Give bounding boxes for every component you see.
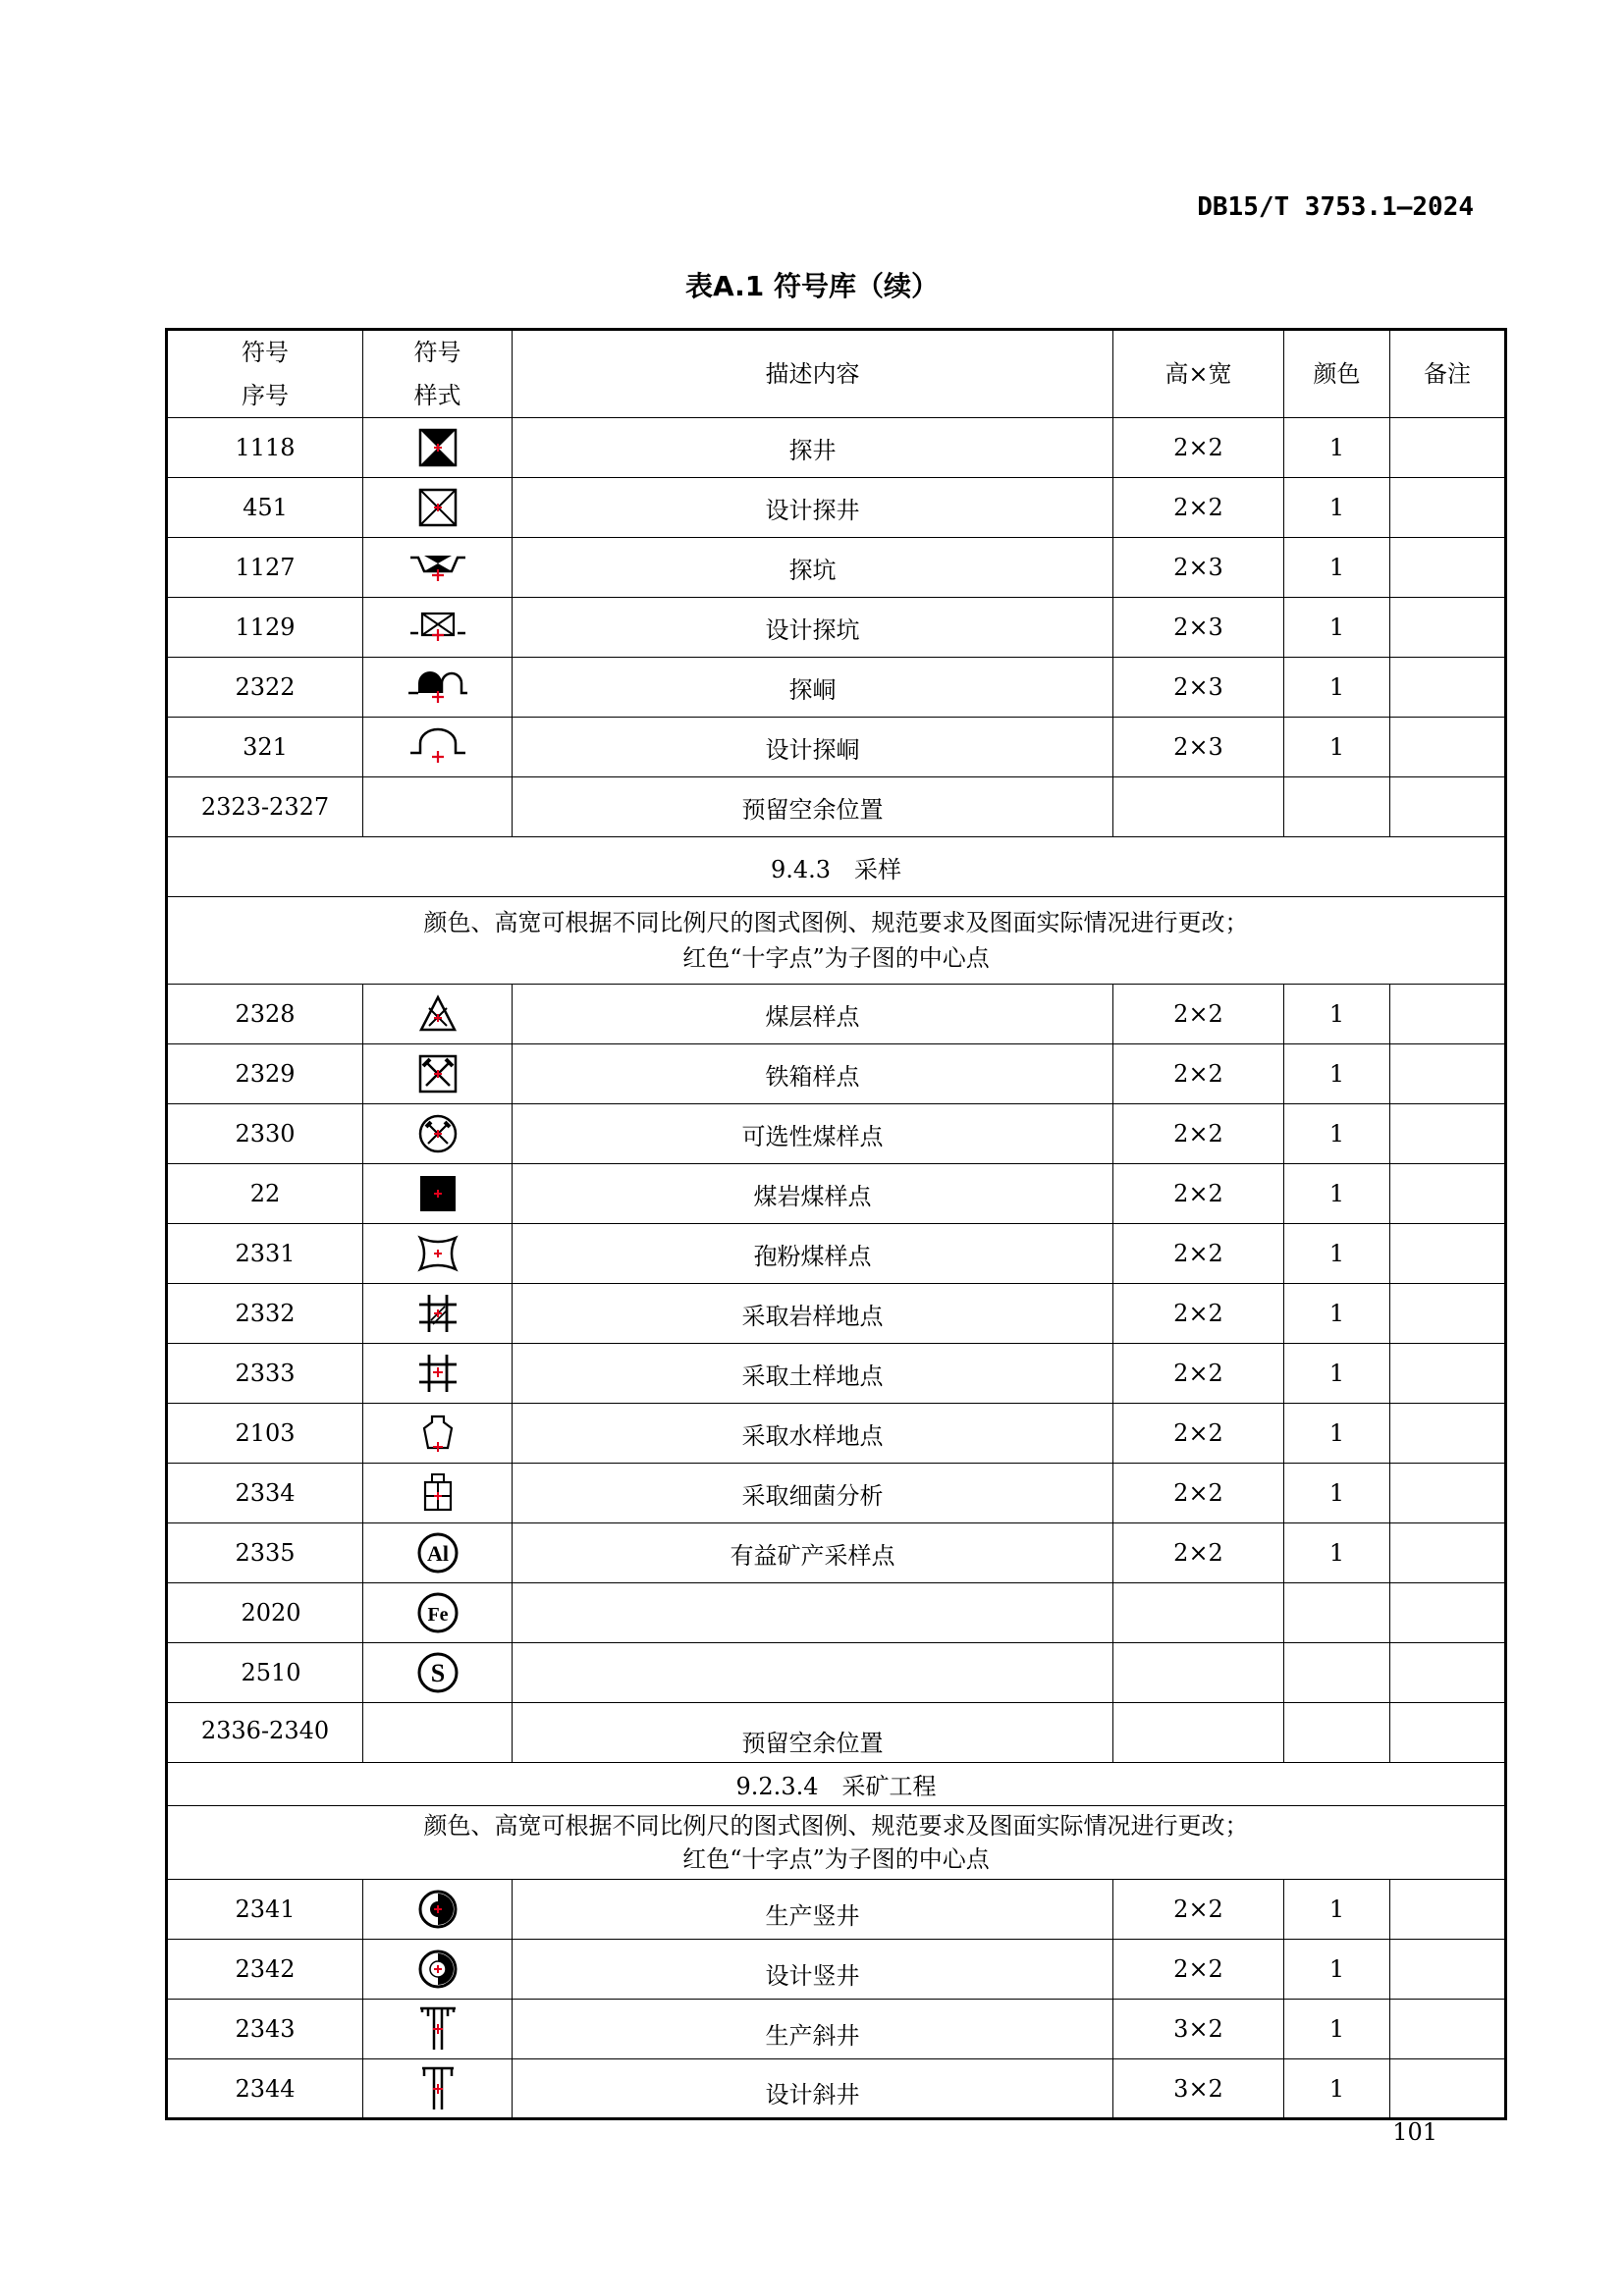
col-header-note: 备注 [1390, 330, 1506, 418]
exploration-pit-icon [408, 548, 467, 587]
table-row: 2342 设计竖井 2×2 1 [167, 1940, 1506, 2000]
al-mineral-sample-icon [416, 1531, 460, 1575]
section-title-row [167, 1763, 1506, 1806]
table-title: 表A.1 符号库（续） [684, 270, 940, 302]
col-header-style: 符号 样式 [363, 330, 513, 418]
col-header-size: 高×宽 [1113, 330, 1284, 418]
section-title: 9.4.3 采样 [167, 837, 1506, 897]
table-row: 321 设计探峒 2×3 1 [167, 718, 1506, 777]
section-note-row [167, 1806, 1506, 1880]
spore-pollen-coal-sample-icon [416, 1234, 460, 1273]
exploration-adit-icon [406, 667, 469, 707]
table-row: 2322 探峒 2×3 1 [167, 658, 1506, 718]
section-title: 9.2.3.4 采矿工程 [167, 1763, 1506, 1806]
table-row: 451 设计探井 2×2 1 [167, 478, 1506, 538]
fe-mineral-sample-icon [416, 1591, 460, 1634]
table-row: 2332 采取岩样地点 2×2 1 [167, 1284, 1506, 1344]
designed-incline-icon [418, 2064, 458, 2113]
designed-exploration-pit-icon [408, 608, 467, 647]
designed-shaft-icon [417, 1949, 459, 1990]
section-note-row [167, 897, 1506, 985]
table-row: 2336-2340 预留空余位置 [167, 1703, 1506, 1763]
section-note: 颜色、高宽可根据不同比例尺的图式图例、规范要求及图面实际情况进行更改； 红色“十字点”为子图的中心点 [167, 1806, 1506, 1880]
table-row: 1127 探坑 2×3 1 [167, 538, 1506, 598]
water-sampling-site-icon [418, 1413, 458, 1454]
table-row: 2331 孢粉煤样点 2×2 1 [167, 1224, 1506, 1284]
section-note: 颜色、高宽可根据不同比例尺的图式图例、规范要求及图面实际情况进行更改； 红色“十字点”为子图的中心点 [167, 897, 1506, 985]
svg-text:Al: Al [426, 1541, 449, 1566]
iron-box-sample-icon [418, 1054, 458, 1094]
symbol-table [165, 328, 1507, 2120]
coal-rock-sample-icon [418, 1174, 458, 1213]
table-row: 2329 铁箱样点 2×2 1 [167, 1044, 1506, 1104]
table-row: 2328 煤层样点 2×2 1 [167, 985, 1506, 1044]
table-row: 2323-2327 预留空余位置 [167, 777, 1506, 837]
page-number: 101 [1392, 2118, 1437, 2146]
bacteria-analysis-icon [420, 1472, 456, 1514]
table-row: 2020 Fe [167, 1583, 1506, 1643]
col-header-color: 颜色 [1284, 330, 1390, 418]
designed-exploration-well-icon [418, 488, 458, 527]
table-row: 2335 Al 有益矿产采样点 2×2 1 [167, 1523, 1506, 1583]
table-header-row [167, 330, 1506, 418]
table-row: 2510 S [167, 1643, 1506, 1703]
section-title-row [167, 837, 1506, 897]
table-row: 2344 设计斜井 3×2 1 [167, 2059, 1506, 2119]
col-header-index: 符号 序号 [167, 330, 363, 418]
table-row: 22 煤岩煤样点 2×2 1 [167, 1164, 1506, 1224]
exploration-well-icon [418, 428, 458, 467]
s-mineral-sample-icon [416, 1651, 460, 1694]
table-row: 2333 采取土样地点 2×2 1 [167, 1344, 1506, 1404]
svg-text:Fe: Fe [426, 1604, 449, 1626]
document-code: DB15/T 3753.1—2024 [1197, 192, 1474, 222]
designed-exploration-adit-icon [406, 727, 469, 767]
table-row: 1118 探井 2×2 1 [167, 418, 1506, 478]
production-incline-icon [418, 2004, 458, 2054]
production-shaft-icon [417, 1889, 459, 1930]
table-row: 2334 采取细菌分析 2×2 1 [167, 1464, 1506, 1523]
coal-seam-sample-icon [418, 994, 458, 1034]
soil-sampling-site-icon [417, 1353, 459, 1394]
svg-text:S: S [430, 1659, 445, 1687]
col-header-desc: 描述内容 [513, 330, 1113, 418]
table-row: 2341 生产竖井 2×2 1 [167, 1880, 1506, 1940]
table-row: 1129 设计探坑 2×3 1 [167, 598, 1506, 658]
washability-coal-sample-icon [417, 1113, 459, 1154]
rock-sampling-site-icon [417, 1293, 459, 1334]
table-row: 2330 可选性煤样点 2×2 1 [167, 1104, 1506, 1164]
table-row: 2343 生产斜井 3×2 1 [167, 2000, 1506, 2059]
table-row: 2103 采取水样地点 2×2 1 [167, 1404, 1506, 1464]
